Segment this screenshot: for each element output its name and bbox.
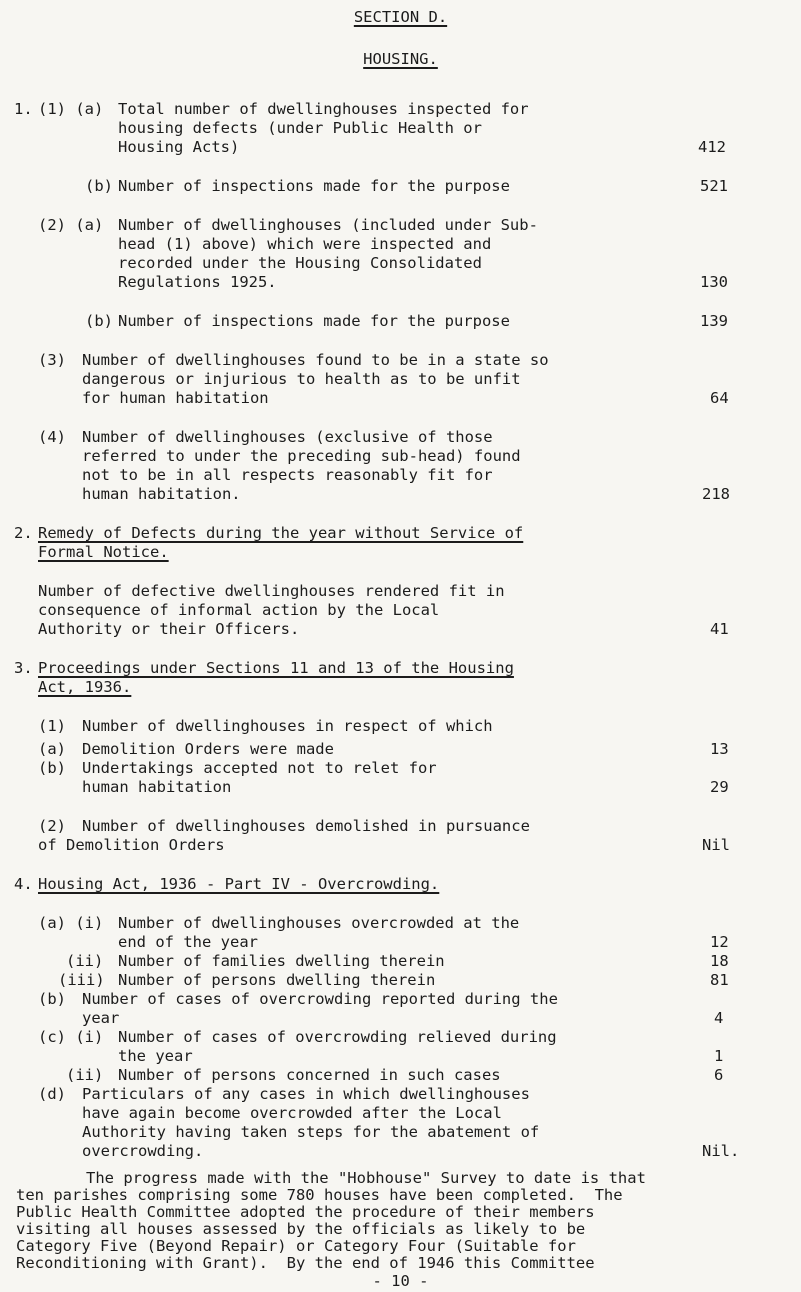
- value: 64: [710, 389, 729, 407]
- text-line: The progress made with the "Hobhouse" Survey to date is that: [86, 1169, 646, 1187]
- item-4-c-ii-label: (ii): [66, 1066, 104, 1084]
- text-line: Number of persons concerned in such cases: [118, 1066, 501, 1084]
- value: Nil: [702, 836, 730, 854]
- item-number: 1.: [14, 100, 33, 118]
- text-line: Demolition Orders were made: [82, 740, 334, 758]
- value: Nil.: [702, 1142, 740, 1160]
- text-line: Regulations 1925.: [118, 273, 277, 291]
- text-line: visiting all houses assessed by the officials as likely to be: [16, 1220, 586, 1238]
- section-heading: SECTION D.: [353, 8, 448, 26]
- text-line: ten parishes comprising some 780 houses have been completed. The: [16, 1186, 623, 1204]
- value: 218: [702, 485, 730, 503]
- value: 81: [710, 971, 729, 989]
- item-heading: Housing Act, 1936 - Part IV - Overcrowding.: [38, 875, 440, 893]
- text-line: Number of defective dwellinghouses rendered fit in: [38, 582, 505, 600]
- text-line: human habitation: [82, 778, 232, 796]
- text-line: Number of cases of overcrowding relieved during: [118, 1028, 557, 1046]
- value: 521: [700, 177, 728, 195]
- text-line: human habitation.: [82, 485, 241, 503]
- item-4-a-ii-label: (ii): [66, 952, 104, 970]
- page-number: - 10 -: [372, 1272, 429, 1290]
- text-line: recorded under the Housing Consolidated: [118, 254, 482, 272]
- value: 13: [710, 740, 729, 758]
- text-line: of Demolition Orders: [38, 836, 225, 854]
- value: 12: [710, 933, 729, 951]
- item-number: 2.: [14, 524, 33, 542]
- text-line: end of the year: [118, 933, 258, 951]
- item-3-1b-label: (b): [38, 759, 66, 777]
- text-line: Reconditioning with Grant). By the end of 1946 this Committee: [16, 1254, 595, 1272]
- text-line: the year: [118, 1047, 193, 1065]
- item-number: 4.: [14, 875, 33, 893]
- item-heading: Proceedings under Sections 11 and 13 of the Housing: [38, 659, 514, 677]
- text-line: Number of dwellinghouses demolished in pursuance: [82, 817, 530, 835]
- page-title: HOUSING.: [363, 50, 438, 68]
- item-1-1a-label: (1) (a): [38, 100, 104, 118]
- text-line: Undertakings accepted not to relet for: [82, 759, 437, 777]
- text-line: Number of dwellinghouses overcrowded at the: [118, 914, 520, 932]
- text-line: overcrowding.: [82, 1142, 204, 1160]
- text-line: referred to under the preceding sub-head) found: [82, 447, 521, 465]
- text-line: Total number of dwellinghouses inspected for: [118, 100, 529, 118]
- text-line: not to be in all respects reasonably fit for: [82, 466, 493, 484]
- text-line: have again become overcrowded after the Local: [82, 1104, 502, 1122]
- item-heading: Act, 1936.: [38, 678, 132, 696]
- text-line: Housing Acts): [118, 138, 240, 156]
- value: 412: [698, 138, 726, 156]
- text-line: consequence of informal action by the Local: [38, 601, 440, 619]
- item-1-4-label: (4): [38, 428, 66, 446]
- text-line: Number of dwellinghouses found to be in a state so: [82, 351, 549, 369]
- text-line: for human habitation: [82, 389, 269, 407]
- text-line: Number of cases of overcrowding reported during the: [82, 990, 558, 1008]
- text-line: Number of dwellinghouses (exclusive of those: [82, 428, 493, 446]
- text-line: Authority having taken steps for the abatement of: [82, 1123, 540, 1141]
- text-line: Number of dwellinghouses in respect of which: [82, 717, 493, 735]
- item-1-2a-label: (2) (a): [38, 216, 104, 234]
- item-4-c-label: (c) (i): [38, 1028, 104, 1046]
- text-line: Authority or their Officers.: [38, 620, 300, 638]
- value: 139: [700, 312, 728, 330]
- item-1-3-label: (3): [38, 351, 66, 369]
- text-line: Number of dwellinghouses (included under Sub-: [118, 216, 538, 234]
- text-line: Number of inspections made for the purpose: [118, 312, 510, 330]
- item-number: 3.: [14, 659, 33, 677]
- text-line: Category Five (Beyond Repair) or Category Four (Suitable for: [16, 1237, 576, 1255]
- text-line: head (1) above) which were inspected and: [118, 235, 492, 253]
- item-3-1a-label: (a): [38, 740, 66, 758]
- value: 1: [714, 1047, 724, 1065]
- text-line: housing defects (under Public Health or: [118, 119, 482, 137]
- item-heading: Formal Notice.: [38, 543, 169, 561]
- value: 18: [710, 952, 729, 970]
- item-4-d-label: (d): [38, 1085, 66, 1103]
- item-1-1b-label: (b): [85, 177, 113, 195]
- value: 4: [714, 1009, 724, 1027]
- item-4-a-label: (a) (i): [38, 914, 104, 932]
- text-line: Particulars of any cases in which dwellinghouses: [82, 1085, 530, 1103]
- value: 6: [714, 1066, 724, 1084]
- text-line: dangerous or injurious to health as to be unfit: [82, 370, 521, 388]
- text-line: year: [82, 1009, 120, 1027]
- value: 29: [710, 778, 729, 796]
- text-line: Number of inspections made for the purpose: [118, 177, 510, 195]
- item-4-b-label: (b): [38, 990, 66, 1008]
- text-line: Number of persons dwelling therein: [118, 971, 436, 989]
- item-3-2-label: (2): [38, 817, 66, 835]
- text-line: Public Health Committee adopted the procedure of their members: [16, 1203, 595, 1221]
- item-4-a-iii-label: (iii): [58, 971, 105, 989]
- item-3-1-label: (1): [38, 717, 66, 735]
- value: 130: [700, 273, 728, 291]
- item-1-2b-label: (b): [85, 312, 113, 330]
- item-heading: Remedy of Defects during the year without Service of: [38, 524, 524, 542]
- value: 41: [710, 620, 729, 638]
- text-line: Number of families dwelling therein: [118, 952, 445, 970]
